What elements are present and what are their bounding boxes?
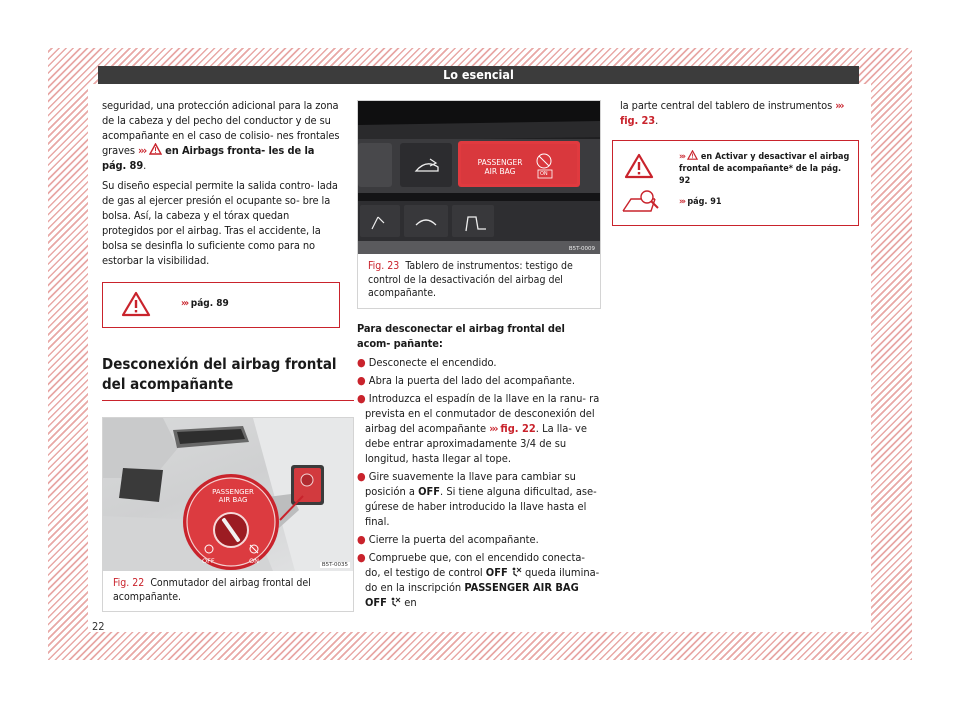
note-ref — [679, 197, 722, 207]
page-header: Lo esencial — [98, 66, 859, 84]
environment-note-icon — [621, 189, 661, 215]
cross-ref-link[interactable]: en Activar y desactivar el airbag frontal de acompañante* de la pág. 92 — [679, 152, 850, 186]
cross-ref-arrow: ››› — [835, 99, 843, 112]
warning-icon — [624, 153, 654, 179]
figure-23 — [357, 100, 601, 309]
list-item: ● Cierre la puerta del acompañante. — [357, 532, 539, 546]
cross-ref-arrow: ››› — [679, 152, 685, 162]
cross-ref-arrow: ››› — [181, 298, 188, 309]
off-symbol: OFF — [485, 565, 508, 579]
airbag-label-symbol: PASSENGER AIR BAG OFF — [365, 580, 579, 609]
cross-ref-link[interactable]: fig. 22 — [496, 421, 536, 435]
cross-ref-arrow: ››› — [489, 421, 497, 435]
cross-ref-arrow: ››› — [137, 144, 146, 157]
switch-on-label: ON — [249, 557, 259, 565]
figure-caption: Fig. 23 Tablero de instrumentos: testigo de control de la desactivación del airbag del acompañante. — [368, 260, 573, 299]
switch-off-label: OFF — [202, 557, 215, 565]
warning-ref — [181, 298, 229, 309]
figure-22 — [102, 417, 354, 612]
cross-ref-link[interactable]: en Airbags fronta- les de la pág. 89 — [102, 144, 315, 172]
figure-caption: Fig. 22 Conmutador del airbag frontal del acompañante. — [113, 577, 311, 603]
paragraph: Su diseño especial permite la salida contro- lada de gas al ejercer presión el ocupante so- bre la bolsa. Así, la cabeza y el tórax quedan protegidos por el airbag. Tras el accidente, la bolsa se desinfla lo suficiente como para no estorbar la visibilidad. — [102, 179, 338, 267]
warning-icon — [687, 150, 698, 160]
warning-ref — [679, 150, 855, 187]
section-title: Desconexión del airbag frontal del acompañante — [102, 354, 354, 401]
list-item: ● Compruebe que, con el encendido conecta- do, el testigo de control OFF queda ilumina- do en la inscripción PASSENGER AIR BAG OFF en — [357, 550, 600, 609]
passenger-airbag-off-icon — [511, 567, 522, 577]
panel-on-label: ON — [540, 171, 548, 177]
cross-ref-link[interactable]: pág. 89 — [187, 298, 229, 309]
figure-number: Fig. 23 — [368, 260, 400, 272]
warning-box — [612, 140, 859, 226]
warning-icon — [121, 291, 151, 317]
page-number: 22 — [92, 620, 105, 633]
figure-image — [103, 418, 353, 571]
paragraph: la parte central del tablero de instrumentos ››› fig. 23. — [620, 99, 843, 127]
passenger-airbag-off-icon — [390, 597, 401, 607]
warning-icon — [149, 143, 162, 155]
instrument-panel-photo — [358, 101, 600, 254]
figure-number: Fig. 22 — [113, 577, 145, 589]
column-middle — [357, 100, 601, 613]
column-left — [102, 98, 348, 612]
switch-label: PASSENGER AIR BAG — [212, 488, 254, 504]
figure-image — [358, 101, 600, 254]
list-item: ● Desconecte el encendido. — [357, 355, 497, 369]
column-right — [612, 98, 862, 226]
off-symbol: OFF — [418, 484, 441, 498]
figure-code: B5T-0009 — [568, 246, 595, 252]
cross-ref-link[interactable]: pág. 91 — [684, 197, 722, 207]
cross-ref-arrow: ››› — [679, 197, 685, 207]
paragraph: seguridad, una protección adicional para la zona de la cabeza y del pecho del conductor y de su acompañante en el caso de colisio- nes frontales graves ››› en Airbags fronta- les de la pág. 89. — [102, 99, 340, 172]
list-item: ● Introduzca el espadín de la llave en la ranu- ra prevista en el conmutador de desconexión del airbag del acompañante ››› fig. 22. La lla- ve debe entrar aproximadamente 3/4 de su longitud, hasta llegar al tope. — [357, 391, 600, 465]
cross-ref-link[interactable]: fig. 23 — [620, 114, 656, 127]
panel-label: PASSENGER AIR BAG — [477, 158, 523, 176]
list-item: ● Abra la puerta del lado del acompañante. — [357, 373, 575, 387]
figure-code: B5T-0035 — [321, 562, 348, 568]
instructions-heading: Para desconectar el airbag frontal del acom- pañante: — [357, 321, 565, 350]
warning-box — [102, 282, 340, 328]
list-item: ● Gire suavemente la llave para cambiar su posición a OFF. Si tiene alguna dificultad, ase- gúrese de haber introducido la llave hasta el final. — [357, 469, 597, 528]
